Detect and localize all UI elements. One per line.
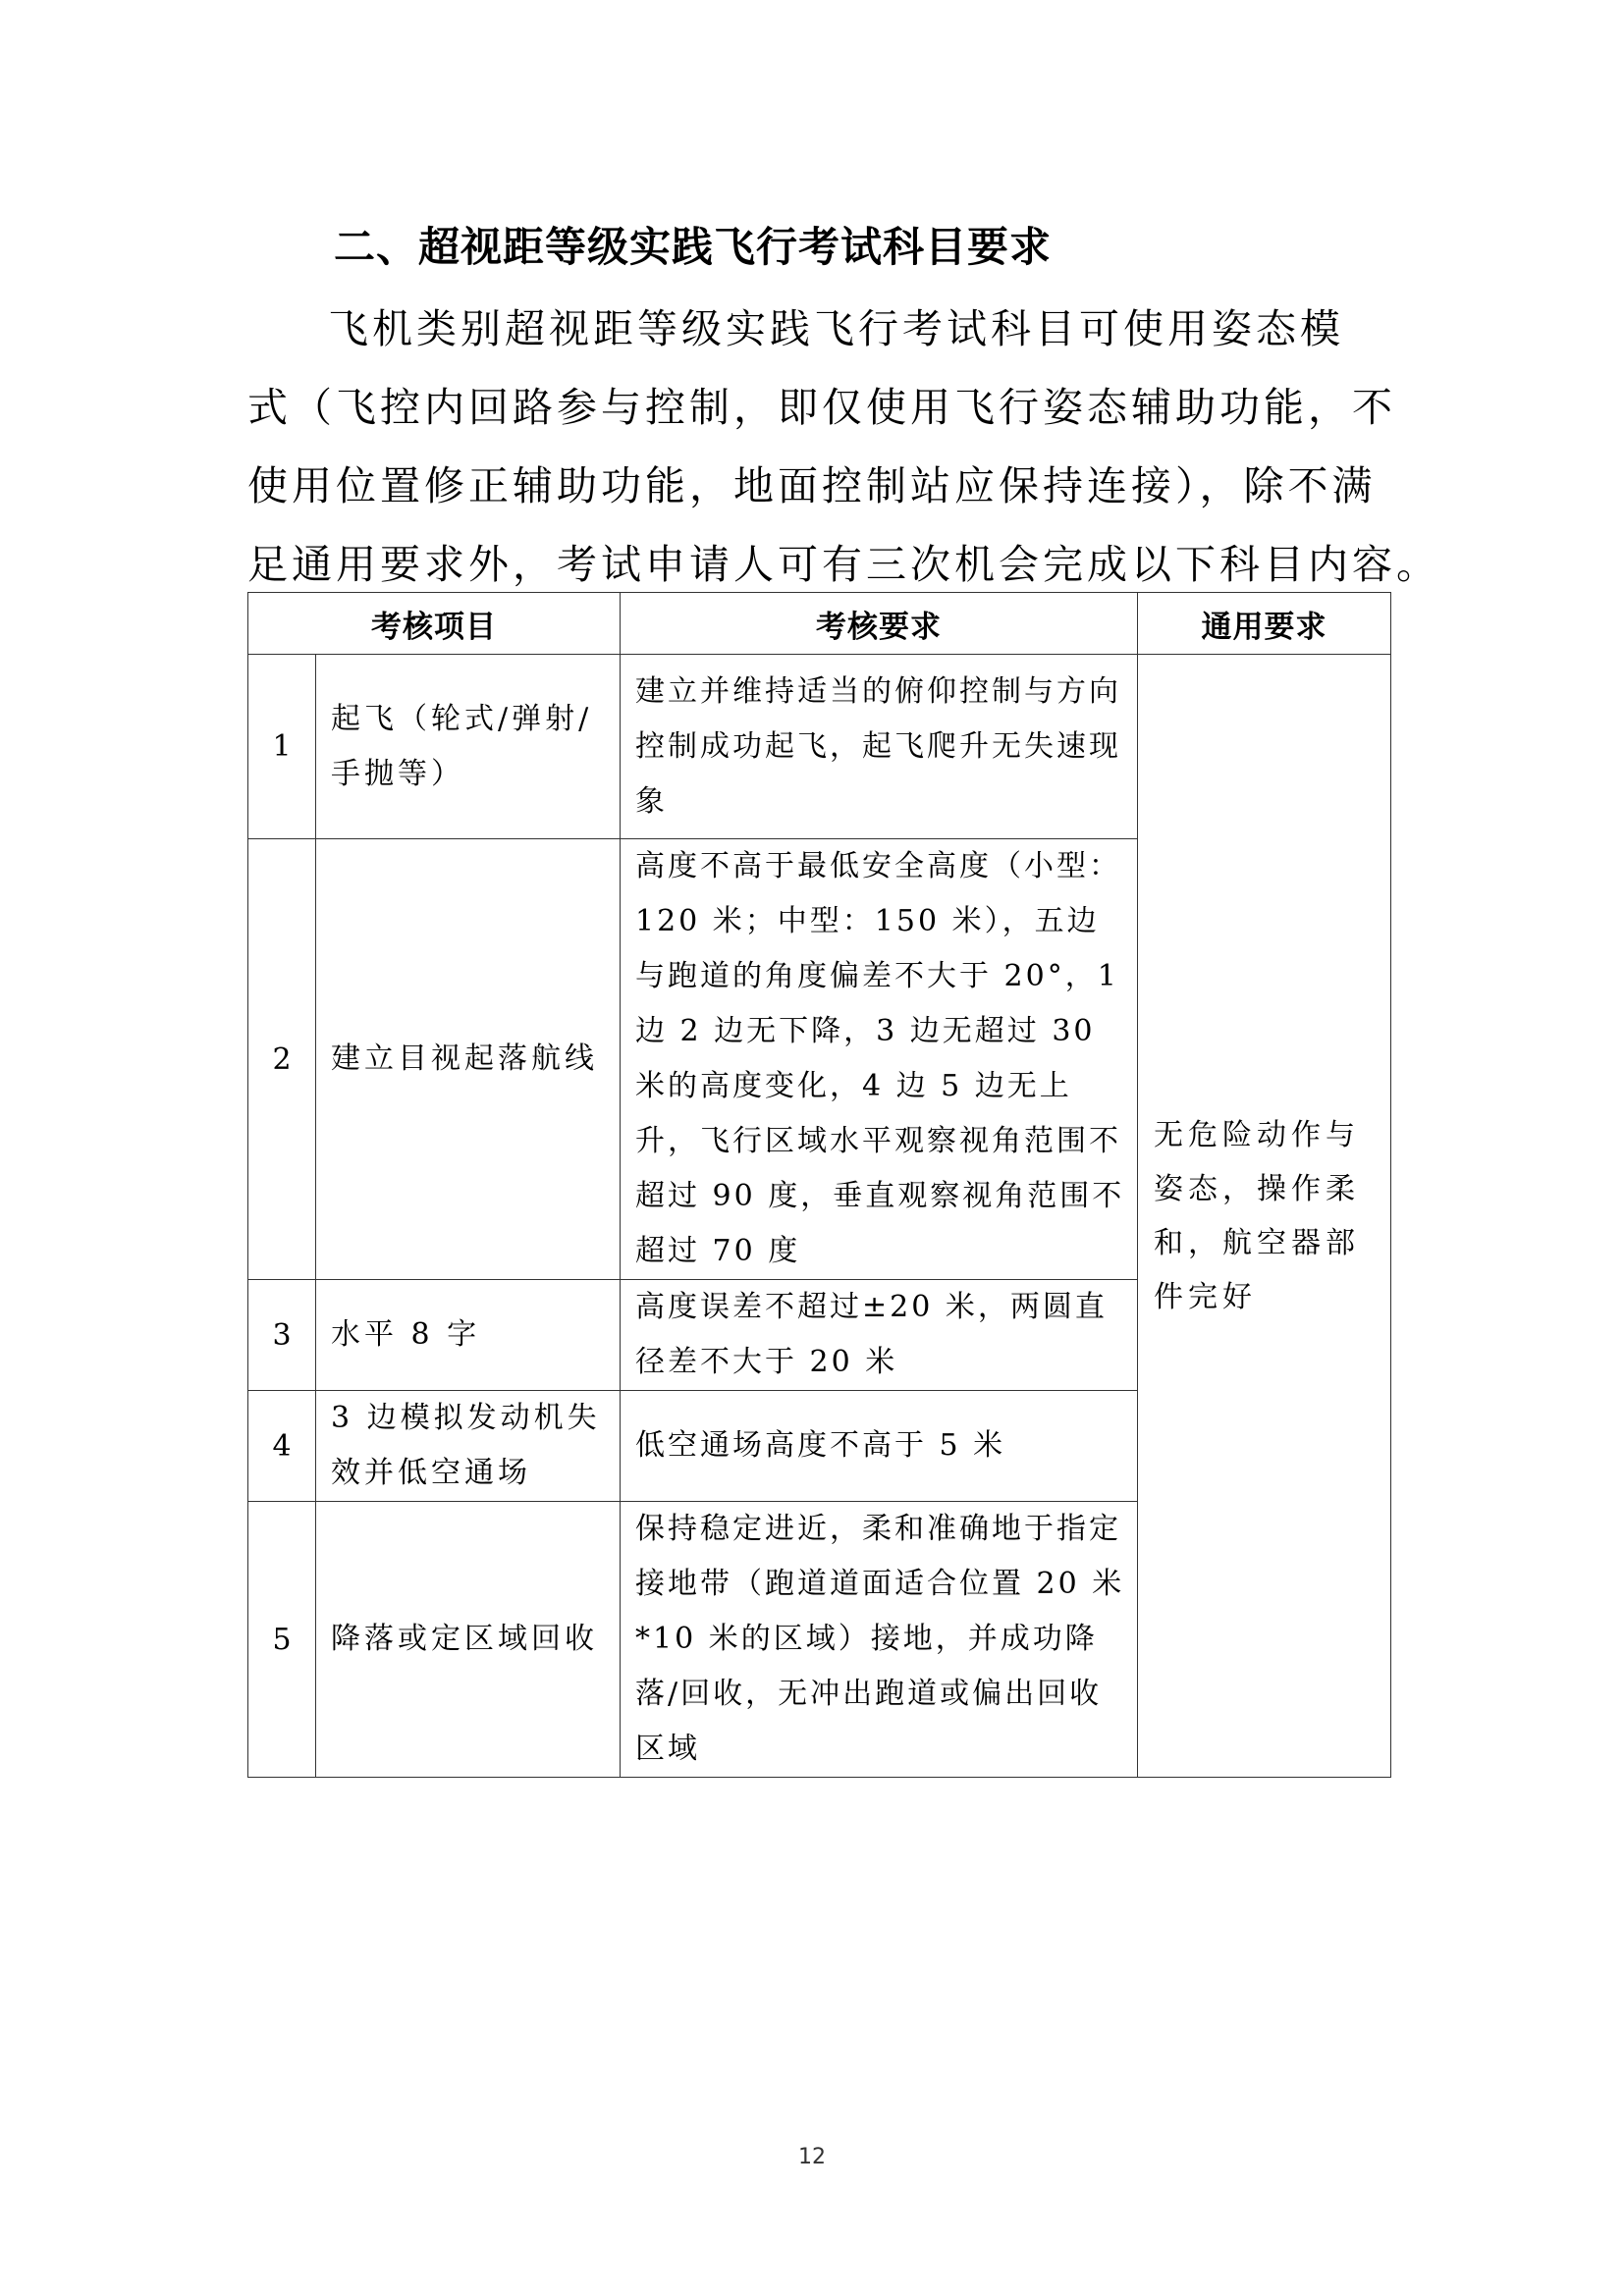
row-item: 水平 8 字	[316, 1280, 621, 1391]
row-item: 3 边模拟发动机失效并低空通场	[316, 1391, 621, 1502]
paragraph-line-4: 足通用要求外，考试申请人可有三次机会完成以下科目内容。	[247, 541, 1440, 588]
row-requirement: 建立并维持适当的俯仰控制与方向控制成功起飞，起飞爬升无失速现象	[621, 655, 1138, 839]
row-requirement: 低空通场高度不高于 5 米	[621, 1391, 1138, 1502]
row-number: 4	[248, 1391, 316, 1502]
row-number: 1	[248, 655, 316, 839]
paragraph-line-2: 式（飞控内回路参与控制，即仅使用飞行姿态辅助功能，不	[247, 384, 1396, 431]
row-item: 起飞（轮式/弹射/手抛等）	[316, 655, 621, 839]
row-number: 5	[248, 1502, 316, 1778]
table-header-row	[248, 593, 1391, 655]
general-requirement: 无危险动作与姿态，操作柔和，航空器部件完好	[1138, 655, 1391, 1778]
row-item: 降落或定区域回收	[316, 1502, 621, 1778]
section-heading: 二、超视距等级实践飞行考试科目要求	[334, 223, 1053, 271]
requirements-table	[247, 592, 1391, 1778]
row-item: 建立目视起落航线	[316, 839, 621, 1280]
row-requirement: 高度误差不超过±20 米，两圆直径差不大于 20 米	[621, 1280, 1138, 1391]
header-item: 考核项目	[248, 593, 621, 655]
row-requirement: 高度不高于最低安全高度（小型：120 米；中型：150 米），五边与跑道的角度偏差不大于 20°，1 边 2 边无下降，3 边无超过 30 米的高度变化，4 边 5 边无上升，飞行区域水平观察视角范围不超过 90 度，垂直观察视角范围不超过 70 度	[621, 839, 1138, 1280]
header-general: 通用要求	[1138, 593, 1391, 655]
paragraph-line-1: 飞机类别超视距等级实践飞行考试科目可使用姿态模	[328, 305, 1344, 352]
paragraph-line-3: 使用位置修正辅助功能，地面控制站应保持连接），除不满	[247, 462, 1377, 509]
row-number: 3	[248, 1280, 316, 1391]
page-number: 12	[798, 2145, 826, 2169]
header-requirement: 考核要求	[621, 593, 1138, 655]
table-row	[248, 655, 1391, 839]
row-number: 2	[248, 839, 316, 1280]
row-requirement: 保持稳定进近，柔和准确地于指定接地带（跑道道面适合位置 20 米*10 米的区域）接地，并成功降落/回收，无冲出跑道或偏出回收区域	[621, 1502, 1138, 1778]
